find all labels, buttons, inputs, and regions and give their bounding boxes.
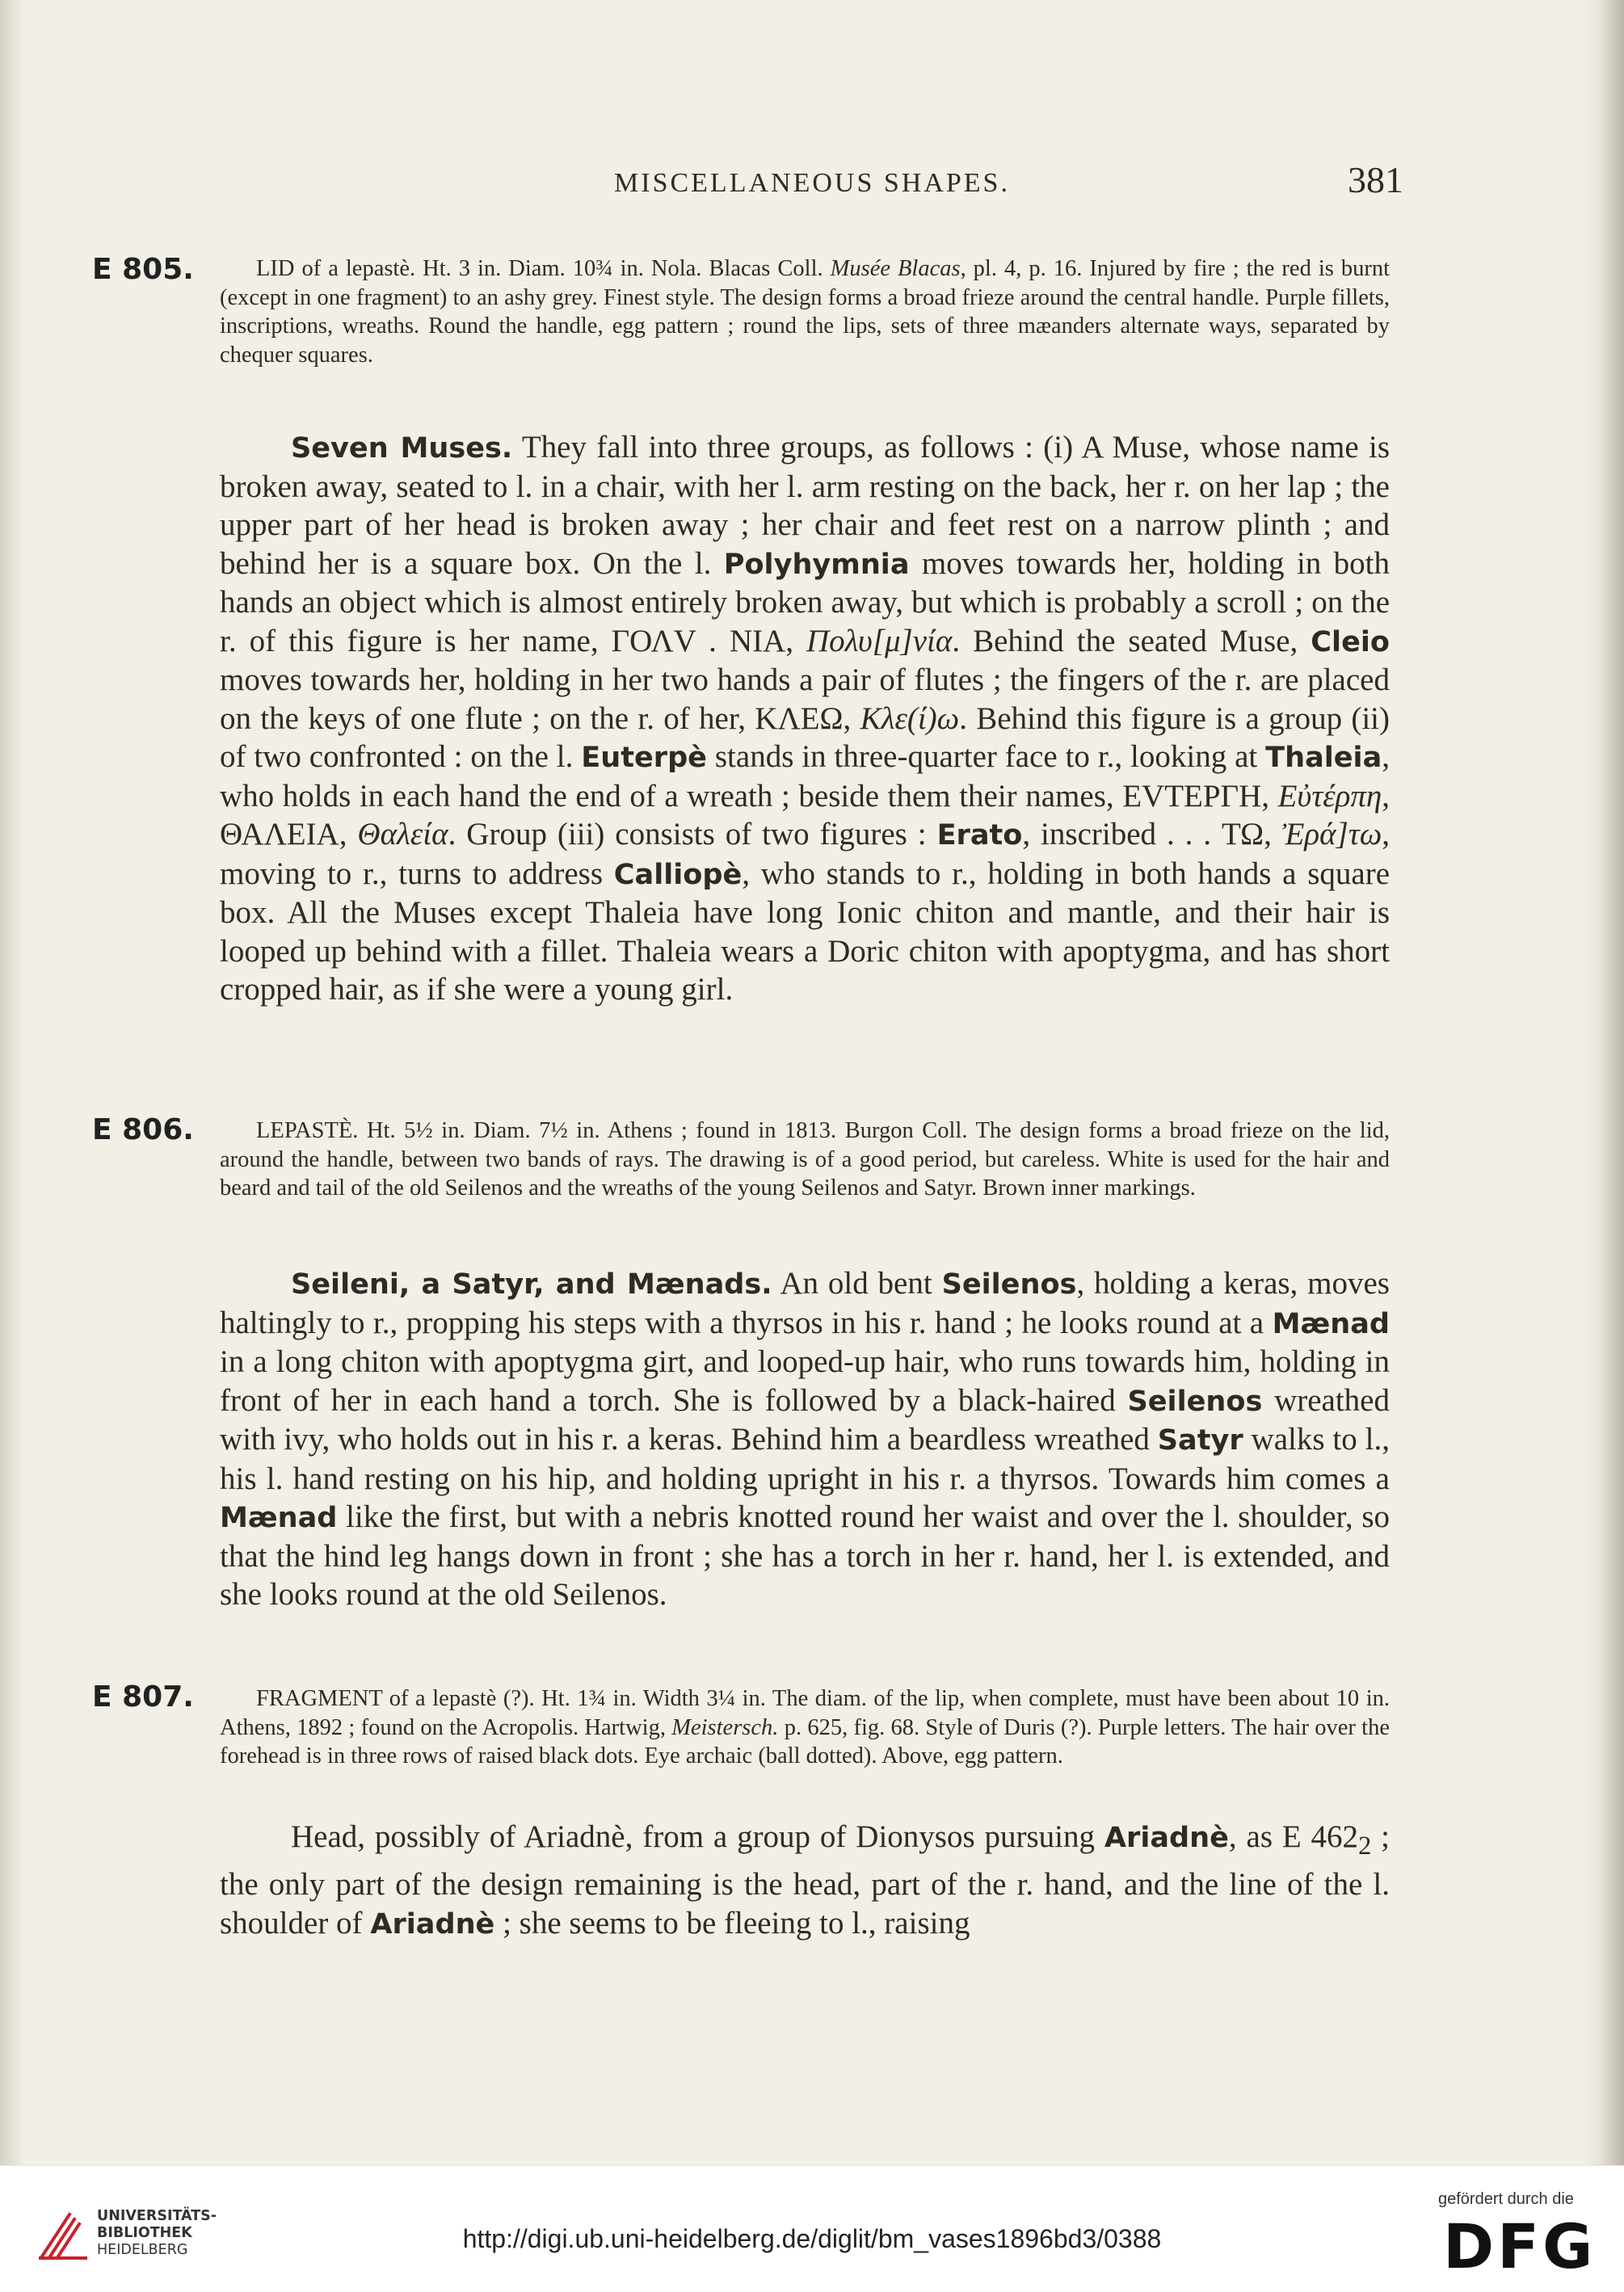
page-right-edge-shadow	[1584, 0, 1624, 2165]
catalogue-details: FRAGMENT of a lepastè (?). Ht. 1¾ in. Width 3¼ in. The diam. of the lip, when complete, must have been about 10 in. Athens, 1892 ; found on the Acropolis. Hartwig, Meistersch. p. 625, fig. 68. Style of Duris (?). Purple letters. The hair over the forehead is in three rows of raised black dots. Eye archaic (ball dotted). Above, egg pattern.	[220, 1686, 1390, 1768]
running-head: MISCELLANEOUS SHAPES.	[614, 168, 1010, 198]
entry-description: Seileni, a Satyr, and Mænads. An old bent Seilenos, holding a keras, moves haltingly to r., propping his steps with a thyrsos in his r. hand ; he looks round at a Mænad in a long chiton with apoptygma girt, and looped-up hair, who runs towards him, holding in front of her in each hand a torch. She is followed by a black-haired Seilenos wreathed with ivy, who holds out in his r. a keras. Behind him a beardless wreathed Satyr walks to l., his l. hand resting on his hip, and holding upright in his r. a thyrsos. Towards him comes a Mænad like the first, but with a nebris knotted round her waist and over the l. shoulder, so that the hind leg hangs down in front ; she has a torch in her r. hand, her l. is extended, and she looks round at the old Seilenos.	[220, 1266, 1390, 1612]
catalogue-details: LID of a lepastè. Ht. 3 in. Diam. 10¾ in. Nola. Blacas Coll. Musée Blacas, pl. 4, p. 16. Injured by fire ; the red is burnt (except in one fragment) to an ashy grey. Finest style. The design forms a broad frieze around the central handle. Purple fillets, inscriptions, wreaths. Round the handle, egg pattern ; round the lips, sets of three mæanders alternate ways, separated by chequer squares.	[220, 256, 1390, 368]
catalogue-details: LEPASTÈ. Ht. 5½ in. Diam. 7½ in. Athens ; found in 1813. Burgon Coll. The design forms a broad frieze on the lid, around the handle, between two bands of rays. The drawing is of a good period, but careless. White is used for the hair and beard and tail of the old Seilenos and the wreaths of the young Seilenos and Satyr. Brown inner markings.	[220, 1118, 1390, 1201]
page-number: 381	[1348, 159, 1403, 200]
library-name: UNIVERSITÄTS- BIBLIOTHEK HEIDELBERG	[97, 2208, 217, 2258]
entry-number: E 806.	[92, 1113, 194, 1146]
entry-description: Head, possibly of Ariadnè, from a group of Dionysos pursuing Ariadnè, as E $462_2$ ; the only part of the design remaining is the head, part of the r. hand, and the line of the l. shoulder of Ariadnè ; she seems to be fleeing to l., raising	[220, 1819, 1390, 1941]
permalink-url[interactable]: http://digi.ub.uni-heidelberg.de/diglit/bm_vases1896bd3/0388	[462, 2224, 1162, 2253]
viewer-footer	[0, 2165, 1624, 2292]
subject-heading: Seileni, a Satyr, and Mænads.	[291, 1268, 772, 1301]
subject-heading: Seven Muses.	[291, 431, 513, 465]
entry-number: E 805.	[92, 253, 194, 286]
funding-note: gefördert durch die	[1438, 2190, 1574, 2208]
page-left-edge-shadow	[0, 0, 24, 2165]
dfg-logo[interactable]: DFG	[1443, 2210, 1597, 2282]
entry-description: Seven Muses. They fall into three groups, as follows : (i) A Muse, whose name is broken away, seated to l. in a chair, with her l. arm resting on the back, her r. on her lap ; the upper part of her head is broken away ; her chair and feet rest on a narrow plinth ; and behind her is a square box. On the l. Polyhymnia moves towards her, holding in both hands an object which is almost entirely broken away, but which is probably a scroll ; on the r. of this figure is her name, ΓΟΛV . ΝΙΑ, Πολυ[μ]νία. Behind the seated Muse, Cleio moves towards her, holding in her two hands a pair of flutes ; the fingers of the r. are placed on the keys of one flute ; on the r. of her, ΚΛΕΩ, Κλε(ί)ω. Behind this figure is a group (ii) of two confronted : on the l. Euterpè stands in three-quarter face to r., looking at Thaleia, who holds in each hand the end of a wreath ; beside them their names, ΕVΤΕΡΓΗ, Εὐτέρπη, ΘΑΛΕΙΑ, Θαλεία. Group (iii) consists of two figures : Erato, inscribed . . . ΤΩ, Ἐρά]τω, moving to r., turns to address Calliopè, who stands to r., holding in both hands a square box. All the Muses except Thaleia have long Ionic chiton and mantle, and their hair is looped up behind with a fillet. Thaleia wears a Doric chiton with apoptygma, and has short cropped hair, as if she were a young girl.	[220, 430, 1390, 1007]
entry-number: E 807.	[92, 1680, 194, 1714]
